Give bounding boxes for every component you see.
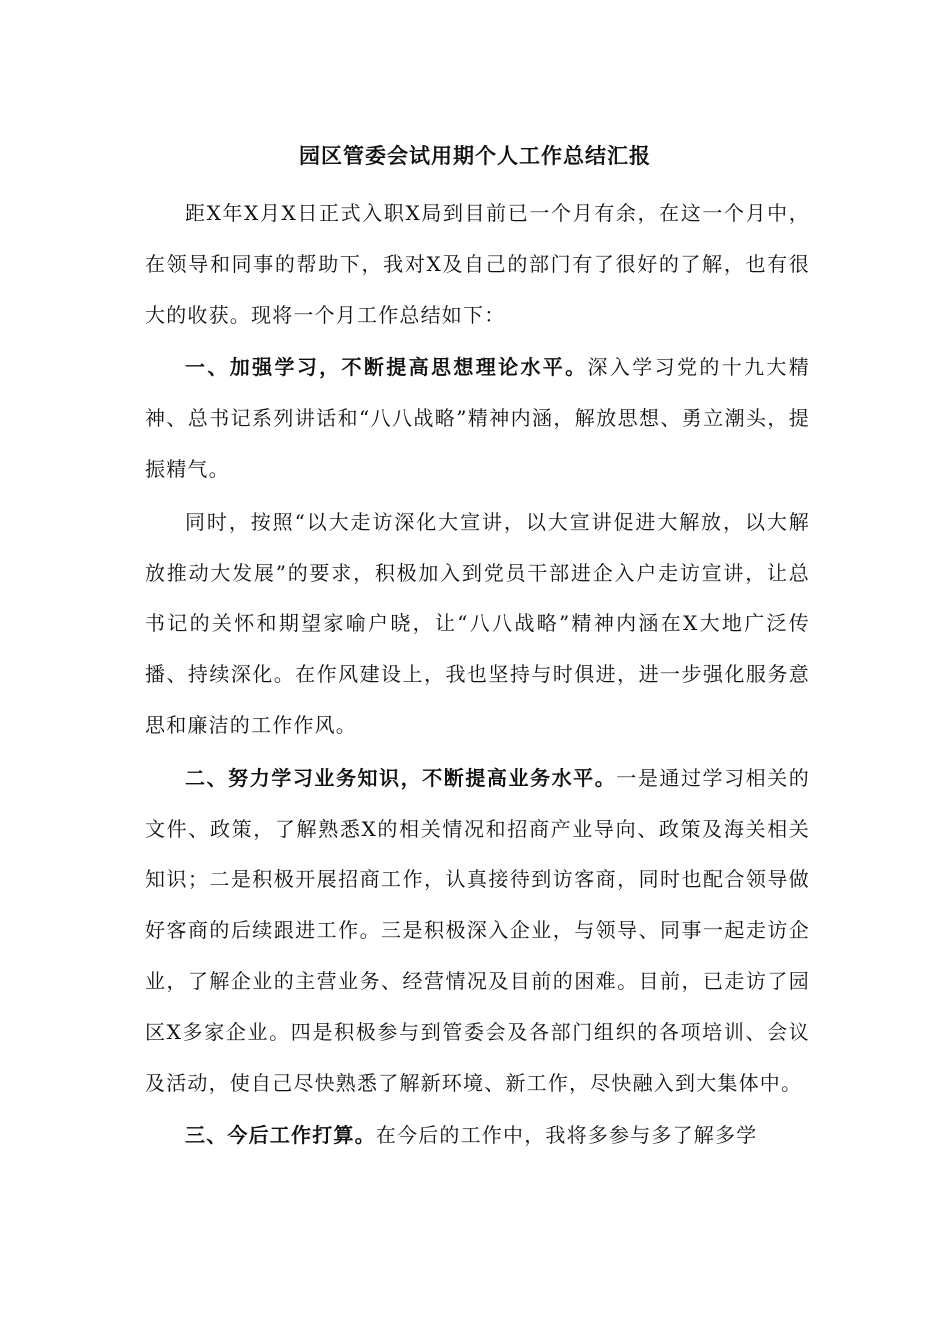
paragraph-text: 在今后的工作中，我将多参与多了解多学	[375, 1123, 758, 1148]
document-title: 园区管委会试用期个人工作总结汇报	[299, 143, 651, 168]
section-heading: 二、努力学习业务知识，不断提高业务水平。	[185, 765, 617, 790]
section-heading: 三、今后工作打算。	[185, 1123, 376, 1148]
paragraph-section-1-continued	[145, 497, 810, 751]
document-body	[145, 188, 810, 1161]
paragraph-text: 一是通过学习相关的文件、政策，了解熟悉X的相关情况和招商产业导向、政策及海关相关知识；二是积极开展招商工作，认真接待到访客商，同时也配合领导做好客商的后续跟进工作。三是积极深入企业，与领导、同事一起走访企业，了解企业的主营业务、经营情况及目前的困难。目前，已走访了园区X多家企业。四是积极参与到管委会及各部门组织的各项培训、会议及活动，使自己尽快熟悉了解新环境、新工作，尽快融入到大集体中。	[145, 765, 810, 1095]
paragraph-text: 深入学习党的十九大精神、总书记系列讲话和“八八战略”精神内涵，解放思想、勇立潮头，提振精气。	[145, 355, 810, 481]
paragraph-section-1	[145, 342, 810, 494]
paragraph-section-2	[145, 753, 810, 1109]
paragraph-text: 同时，按照“以大走访深化大宣讲，以大宣讲促进大解放，以大解放推动大发展”的要求，积极加入到党员干部进企入户走访宣讲，让总书记的关怀和期望家喻户晓，让“八八战略”精神内涵在X大地广泛传播、持续深化。在作风建设上，我也坚持与时俱进，进一步强化服务意思和廉洁的工作作风。	[145, 509, 810, 737]
paragraph-section-3	[145, 1110, 810, 1161]
paragraph-intro	[145, 188, 810, 340]
paragraph-text: 距X年X月X日正式入职X局到目前已一个月有余，在这一个月中，在领导和同事的帮助下，我对X及自己的部门有了很好的了解，也有很大的收获。现将一个月工作总结如下：	[145, 201, 810, 327]
section-heading: 一、加强学习，不断提高思想理论水平。	[185, 355, 588, 380]
